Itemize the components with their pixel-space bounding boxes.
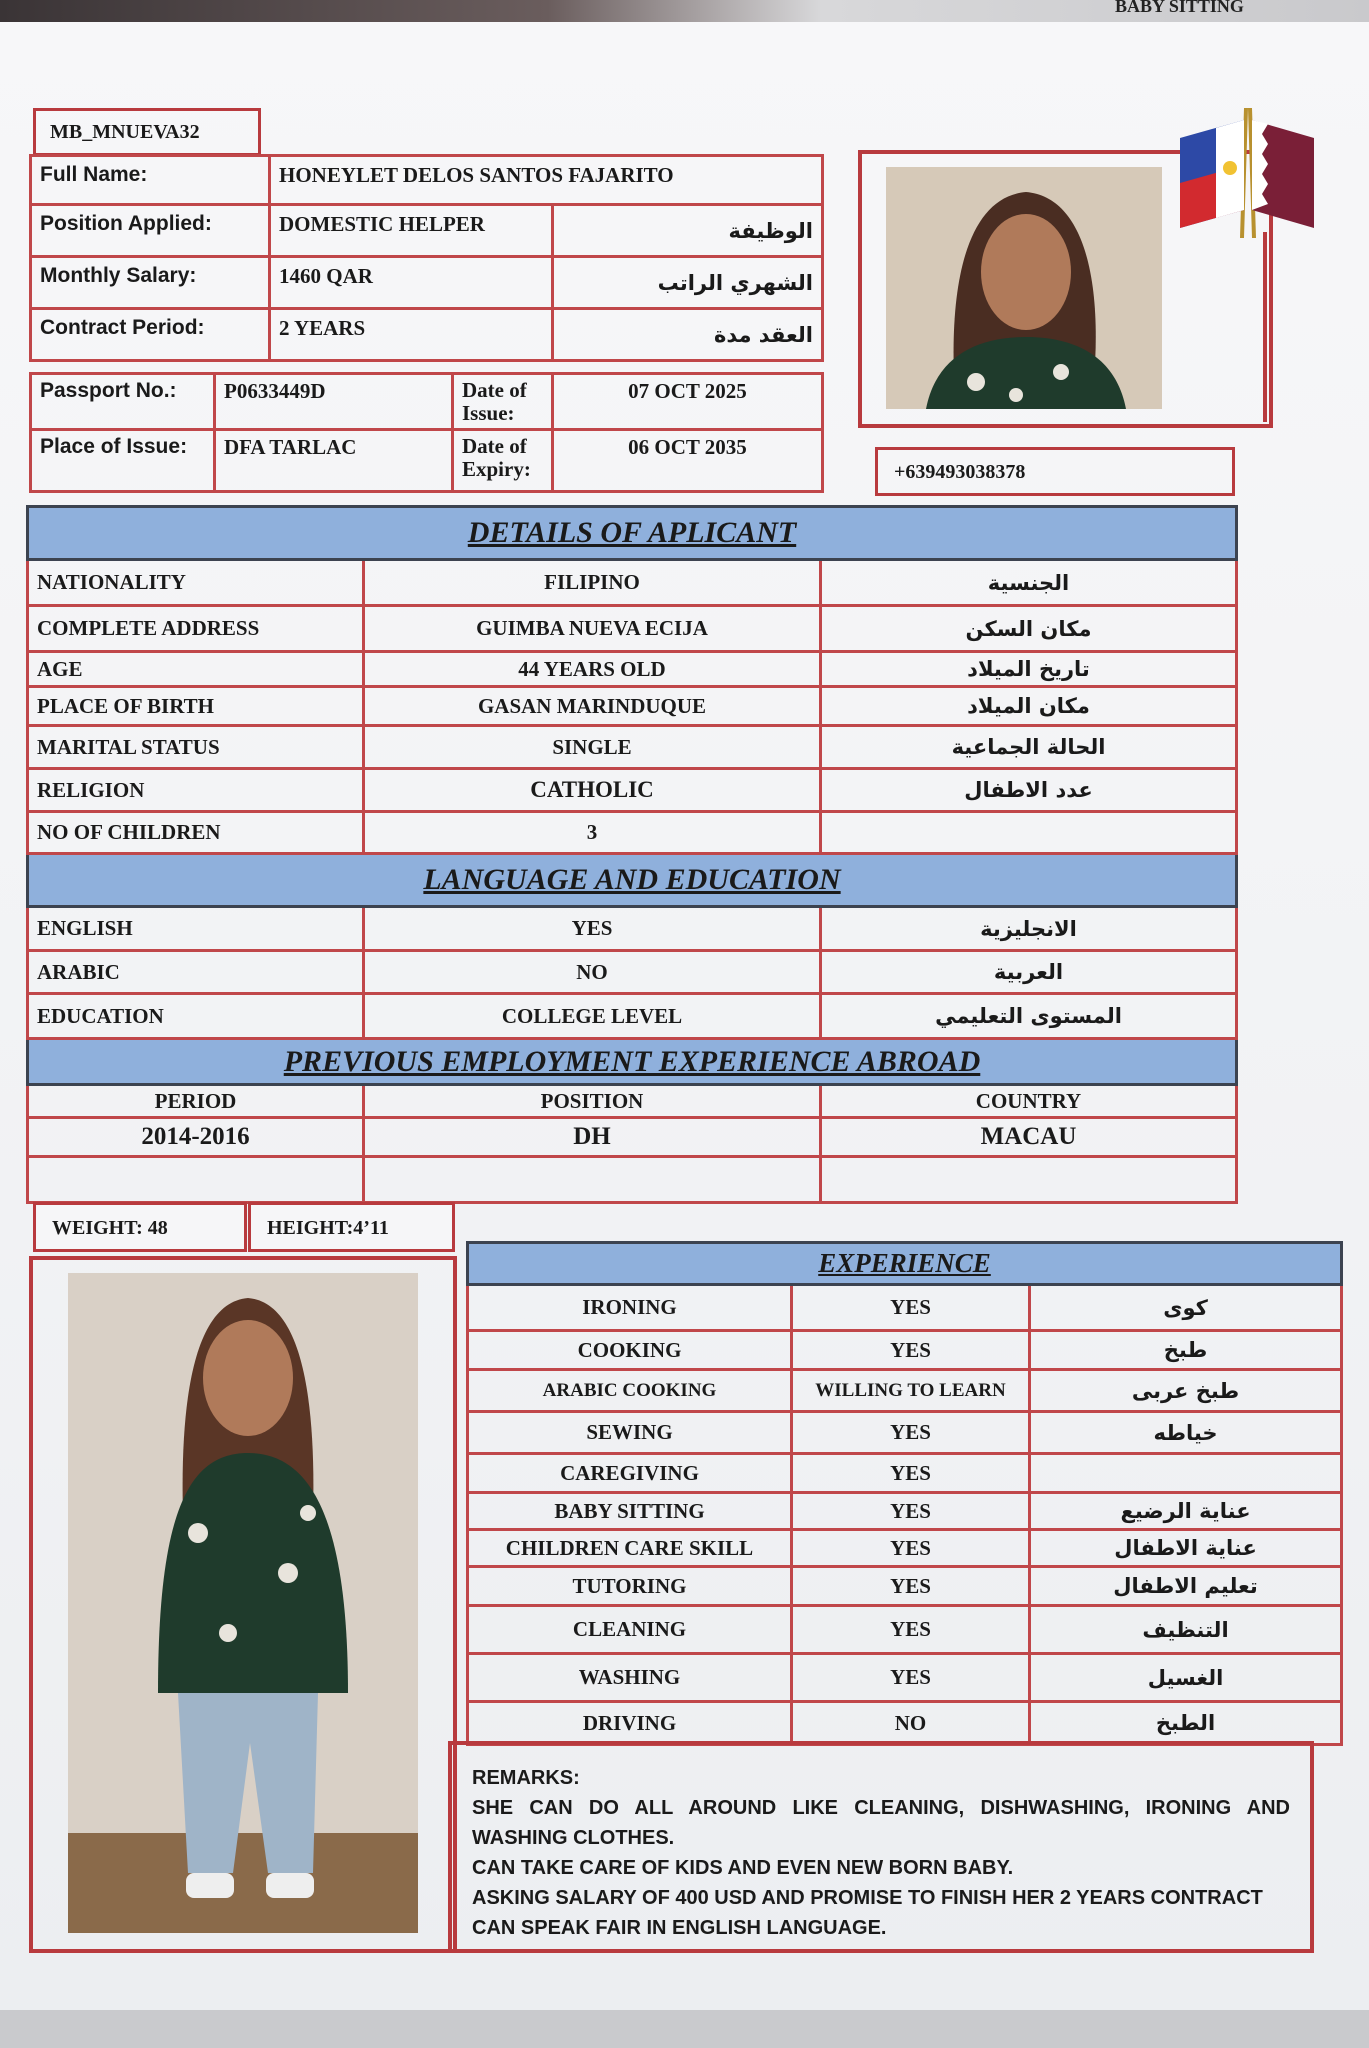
employment-title: PREVIOUS EMPLOYMENT EXPERIENCE ABROAD — [283, 1044, 981, 1078]
table-row — [28, 769, 1237, 812]
full-name-value: HONEYLET DELOS SANTOS FAJARITO — [270, 156, 823, 205]
height: HEIGHT:4’11 — [248, 1202, 455, 1252]
remarks-line: SHE CAN DO ALL AROUND LIKE CLEANING, DISHWASHING, IRONING AND WASHING CLOTHES. — [472, 1797, 1290, 1849]
table-row — [468, 1654, 1342, 1702]
issue-date-label: Date of Issue: — [453, 374, 553, 430]
skill-value: YES — [792, 1567, 1030, 1606]
full-body-image — [68, 1273, 418, 1933]
place-of-issue: DFA TARLAC — [215, 430, 453, 492]
row-label: NATIONALITY — [28, 560, 364, 606]
table-row — [28, 994, 1237, 1039]
table-row — [468, 1567, 1342, 1606]
skill-value: YES — [792, 1285, 1030, 1331]
row-value: CATHOLIC — [364, 769, 821, 812]
background-strip — [0, 0, 1369, 22]
row-arabic: المستوى التعليمي — [821, 994, 1237, 1039]
table-row — [468, 1454, 1342, 1493]
employment-position: DH — [364, 1118, 821, 1157]
table-row — [28, 687, 1237, 726]
row-label: ENGLISH — [28, 907, 364, 951]
skill-value: YES — [792, 1606, 1030, 1654]
table-row — [468, 1606, 1342, 1654]
row-value: COLLEGE LEVEL — [364, 994, 821, 1039]
skill-value: YES — [792, 1530, 1030, 1567]
row-arabic: مكان الميلاد — [821, 687, 1237, 726]
skill-value: NO — [792, 1702, 1030, 1745]
skill-arabic: التنظيف — [1030, 1606, 1342, 1654]
skill-name: DRIVING — [468, 1702, 792, 1745]
row-value: SINGLE — [364, 726, 821, 769]
skill-name: IRONING — [468, 1285, 792, 1331]
skill-name: CAREGIVING — [468, 1454, 792, 1493]
skill-arabic — [1030, 1454, 1342, 1493]
row-label: NO OF CHILDREN — [28, 812, 364, 854]
table-row — [468, 1702, 1342, 1745]
table-row — [28, 951, 1237, 994]
skill-arabic: الطبخ — [1030, 1702, 1342, 1745]
row-value: NO — [364, 951, 821, 994]
weight: WEIGHT: 48 — [33, 1202, 247, 1252]
salary-label: Monthly Salary: — [31, 257, 270, 309]
skill-value: YES — [792, 1331, 1030, 1370]
row-arabic: مكان السكن — [821, 606, 1237, 652]
row-label: PLACE OF BIRTH — [28, 687, 364, 726]
row-arabic: عدد الاطفال — [821, 769, 1237, 812]
experience-table — [466, 1241, 1343, 1746]
row-value: 44 YEARS OLD — [364, 652, 821, 687]
background-surface — [0, 2010, 1369, 2048]
table-row — [28, 726, 1237, 769]
portrait-photo — [886, 167, 1162, 409]
skill-value: YES — [792, 1412, 1030, 1454]
table-row — [28, 907, 1237, 951]
row-label: RELIGION — [28, 769, 364, 812]
details-table — [26, 505, 1238, 1204]
table-row-empty — [28, 1157, 1237, 1203]
skill-name: TUTORING — [468, 1567, 792, 1606]
row-value: 3 — [364, 812, 821, 854]
row-arabic — [821, 812, 1237, 854]
details-title: DETAILS OF APLICANT — [467, 516, 797, 549]
table-header-row — [28, 1085, 1237, 1118]
row-arabic: العربية — [821, 951, 1237, 994]
table-row — [468, 1285, 1342, 1331]
skill-name: CHILDREN CARE SKILL — [468, 1530, 792, 1567]
phone-number: +639493038378 — [875, 447, 1235, 496]
contract-value: 2 YEARS — [270, 309, 553, 361]
table-row — [28, 652, 1237, 687]
row-value: GUIMBA NUEVA ECIJA — [364, 606, 821, 652]
passport-number: P0633449D — [215, 374, 453, 430]
full-name-label: Full Name: — [31, 156, 270, 205]
skill-value: YES — [792, 1654, 1030, 1702]
place-of-issue-label: Place of Issue: — [31, 430, 215, 492]
position-label: Position Applied: — [31, 205, 270, 257]
row-label: COMPLETE ADDRESS — [28, 606, 364, 652]
language-title: LANGUAGE AND EDUCATION — [423, 863, 841, 896]
row-value: FILIPINO — [364, 560, 821, 606]
skill-arabic: عناية الاطفال — [1030, 1530, 1342, 1567]
remarks-title: REMARKS: — [472, 1767, 580, 1789]
table-row — [28, 1118, 1237, 1157]
position-value: DOMESTIC HELPER — [270, 205, 553, 257]
skill-arabic: خياطه — [1030, 1412, 1342, 1454]
remarks-box — [448, 1741, 1314, 1953]
skill-value: WILLING TO LEARN — [792, 1370, 1030, 1412]
passport-label: Passport No.: — [31, 374, 215, 430]
portrait-image — [886, 167, 1162, 409]
row-label: ARABIC — [28, 951, 364, 994]
skill-arabic: الغسيل — [1030, 1654, 1342, 1702]
row-arabic: الانجليزية — [821, 907, 1237, 951]
background-text: BABY SITTING — [1115, 0, 1244, 16]
row-arabic: الجنسية — [821, 560, 1237, 606]
table-row — [28, 560, 1237, 606]
skill-name: COOKING — [468, 1331, 792, 1370]
skill-arabic: عناية الرضيع — [1030, 1493, 1342, 1530]
row-label: MARITAL STATUS — [28, 726, 364, 769]
full-body-photo — [68, 1273, 418, 1933]
table-row — [468, 1493, 1342, 1530]
contract-label: Contract Period: — [31, 309, 270, 361]
table-row — [468, 1370, 1342, 1412]
passport-table — [29, 372, 824, 493]
expiry-date-label: Date of Expiry: — [453, 430, 553, 492]
contract-arabic: العقد مدة — [553, 309, 823, 361]
table-row — [468, 1412, 1342, 1454]
skill-value: YES — [792, 1454, 1030, 1493]
column-header-country: COUNTRY — [821, 1085, 1237, 1118]
reference-code: MB_MNUEVA32 — [33, 108, 261, 156]
column-header-position: POSITION — [364, 1085, 821, 1118]
table-row — [468, 1331, 1342, 1370]
basic-info-table — [29, 154, 824, 362]
row-value: YES — [364, 907, 821, 951]
salary-value: 1460 QAR — [270, 257, 553, 309]
salary-arabic: الشهري الراتب — [553, 257, 823, 309]
skill-name: WASHING — [468, 1654, 792, 1702]
column-header-period: PERIOD — [28, 1085, 364, 1118]
expiry-date: 06 OCT 2035 — [553, 430, 823, 492]
row-label: AGE — [28, 652, 364, 687]
remarks-line: ASKING SALARY OF 400 USD AND PROMISE TO FINISH HER 2 YEARS CONTRACT — [472, 1887, 1263, 1909]
table-row — [468, 1530, 1342, 1567]
remarks-line: CAN SPEAK FAIR IN ENGLISH LANGUAGE. — [472, 1917, 887, 1939]
skill-value: YES — [792, 1493, 1030, 1530]
row-arabic: تاريخ الميلاد — [821, 652, 1237, 687]
skill-name: BABY SITTING — [468, 1493, 792, 1530]
employment-period: 2014-2016 — [28, 1118, 364, 1157]
philippines-qatar-flags-icon — [1176, 98, 1318, 242]
skill-arabic: طبخ عربى — [1030, 1370, 1342, 1412]
position-arabic: الوظيفة — [553, 205, 823, 257]
skill-name: CLEANING — [468, 1606, 792, 1654]
experience-title: EXPERIENCE — [818, 1248, 991, 1278]
skill-arabic: طبخ — [1030, 1331, 1342, 1370]
skill-arabic: تعليم الاطفال — [1030, 1567, 1342, 1606]
skill-name: ARABIC COOKING — [468, 1370, 792, 1412]
frame-divider — [1263, 232, 1267, 422]
remarks-line: CAN TAKE CARE OF KIDS AND EVEN NEW BORN BABY. — [472, 1857, 1014, 1879]
skill-arabic: كوى — [1030, 1285, 1342, 1331]
row-label: EDUCATION — [28, 994, 364, 1039]
employment-country: MACAU — [821, 1118, 1237, 1157]
table-row — [28, 606, 1237, 652]
skill-name: SEWING — [468, 1412, 792, 1454]
issue-date: 07 OCT 2025 — [553, 374, 823, 430]
row-arabic: الحالة الجماعية — [821, 726, 1237, 769]
row-value: GASAN MARINDUQUE — [364, 687, 821, 726]
table-row — [28, 812, 1237, 854]
